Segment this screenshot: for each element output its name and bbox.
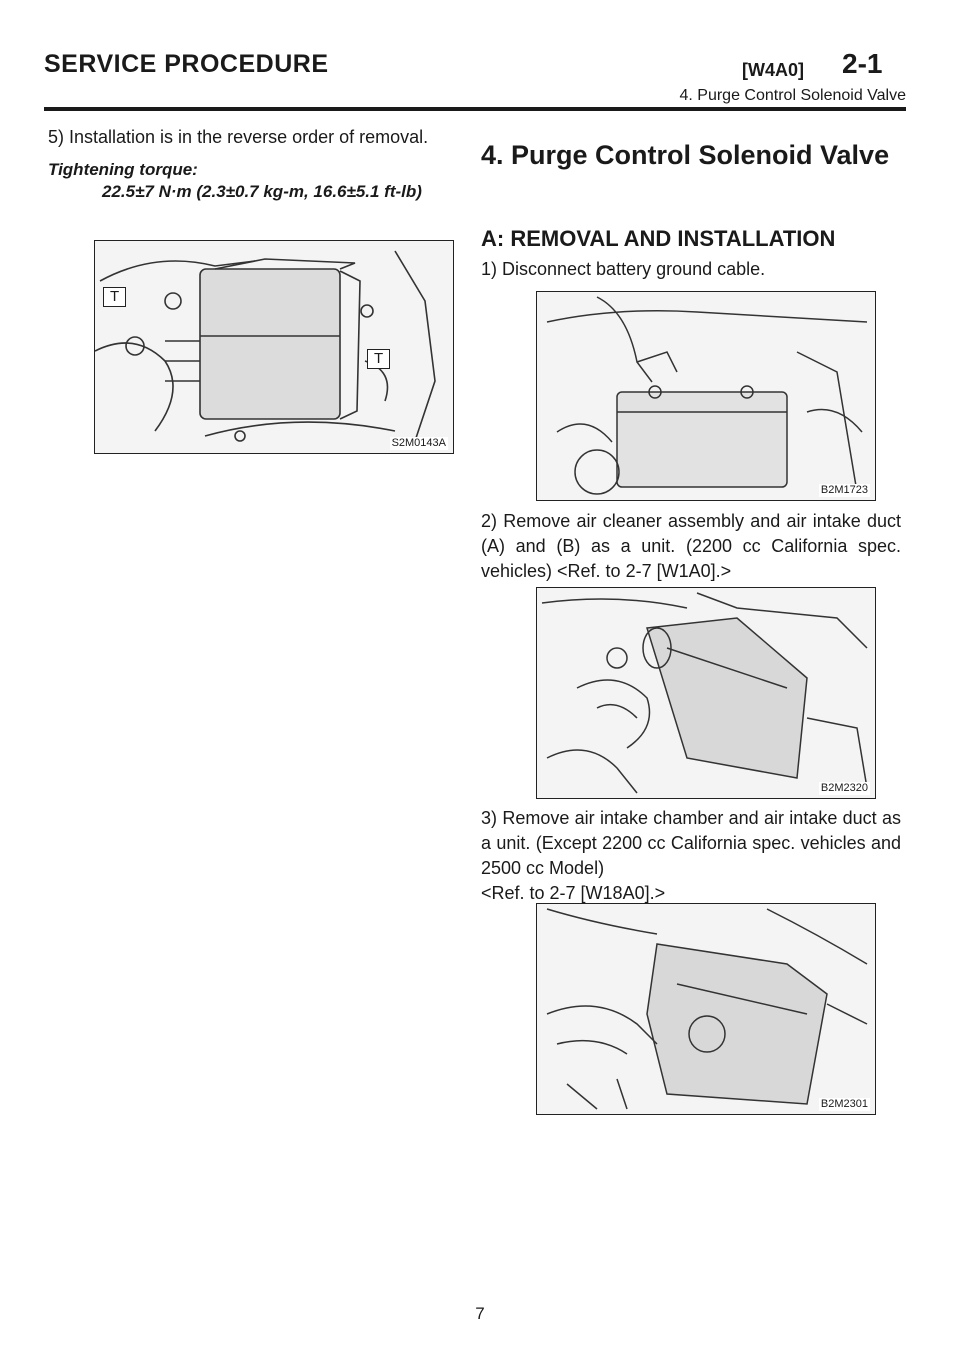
page-number: 7 [475, 1304, 485, 1323]
figure-label-t-right: T [367, 349, 390, 369]
section-title: 4. Purge Control Solenoid Valve [481, 140, 890, 170]
figure-id: B2M2301 [820, 1098, 868, 1110]
air-cleaner-figure [536, 587, 876, 799]
canister-illustration [95, 241, 453, 453]
canister-figure [94, 240, 454, 454]
step-2-text: 2) Remove air cleaner assembly and air intake duct (A) and (B) as a unit. (2200 cc California spec. vehicles) <Ref. to 2-7 [W1A0].> [481, 511, 901, 581]
step-5-text: 5) Installation is in the reverse order of removal. [48, 127, 429, 147]
torque-label: Tightening torque: [48, 160, 198, 179]
air-cleaner-illustration [537, 588, 875, 798]
header-subtitle: 4. Purge Control Solenoid Valve [679, 87, 906, 104]
step-3-text: 3) Remove air intake chamber and air intake duct as a unit. (Except 2200 cc California spec. vehicles and 2500 cc Model) [481, 808, 901, 878]
figure-id: B2M2320 [820, 782, 868, 794]
figure-id: S2M0143A [391, 437, 446, 449]
intake-chamber-figure [536, 903, 876, 1115]
header-section-title: SERVICE PROCEDURE [44, 50, 329, 78]
intake-chamber-illustration [537, 904, 875, 1114]
torque-value: 22.5±7 N·m (2.3±0.7 kg-m, 16.6±5.1 ft-lb) [102, 182, 422, 201]
figure-label-t-left: T [103, 287, 126, 307]
battery-illustration [537, 292, 875, 500]
header-code: [W4A0] [742, 60, 804, 80]
sub-title: A: REMOVAL AND INSTALLATION [481, 226, 836, 251]
step-3-reference: <Ref. to 2-7 [W18A0].> [481, 883, 666, 903]
header-chapter-number: 2-1 [842, 48, 883, 79]
step-1-text: 1) Disconnect battery ground cable. [481, 259, 766, 279]
figure-id: B2M1723 [820, 484, 868, 496]
header-divider [44, 107, 906, 111]
battery-figure [536, 291, 876, 501]
